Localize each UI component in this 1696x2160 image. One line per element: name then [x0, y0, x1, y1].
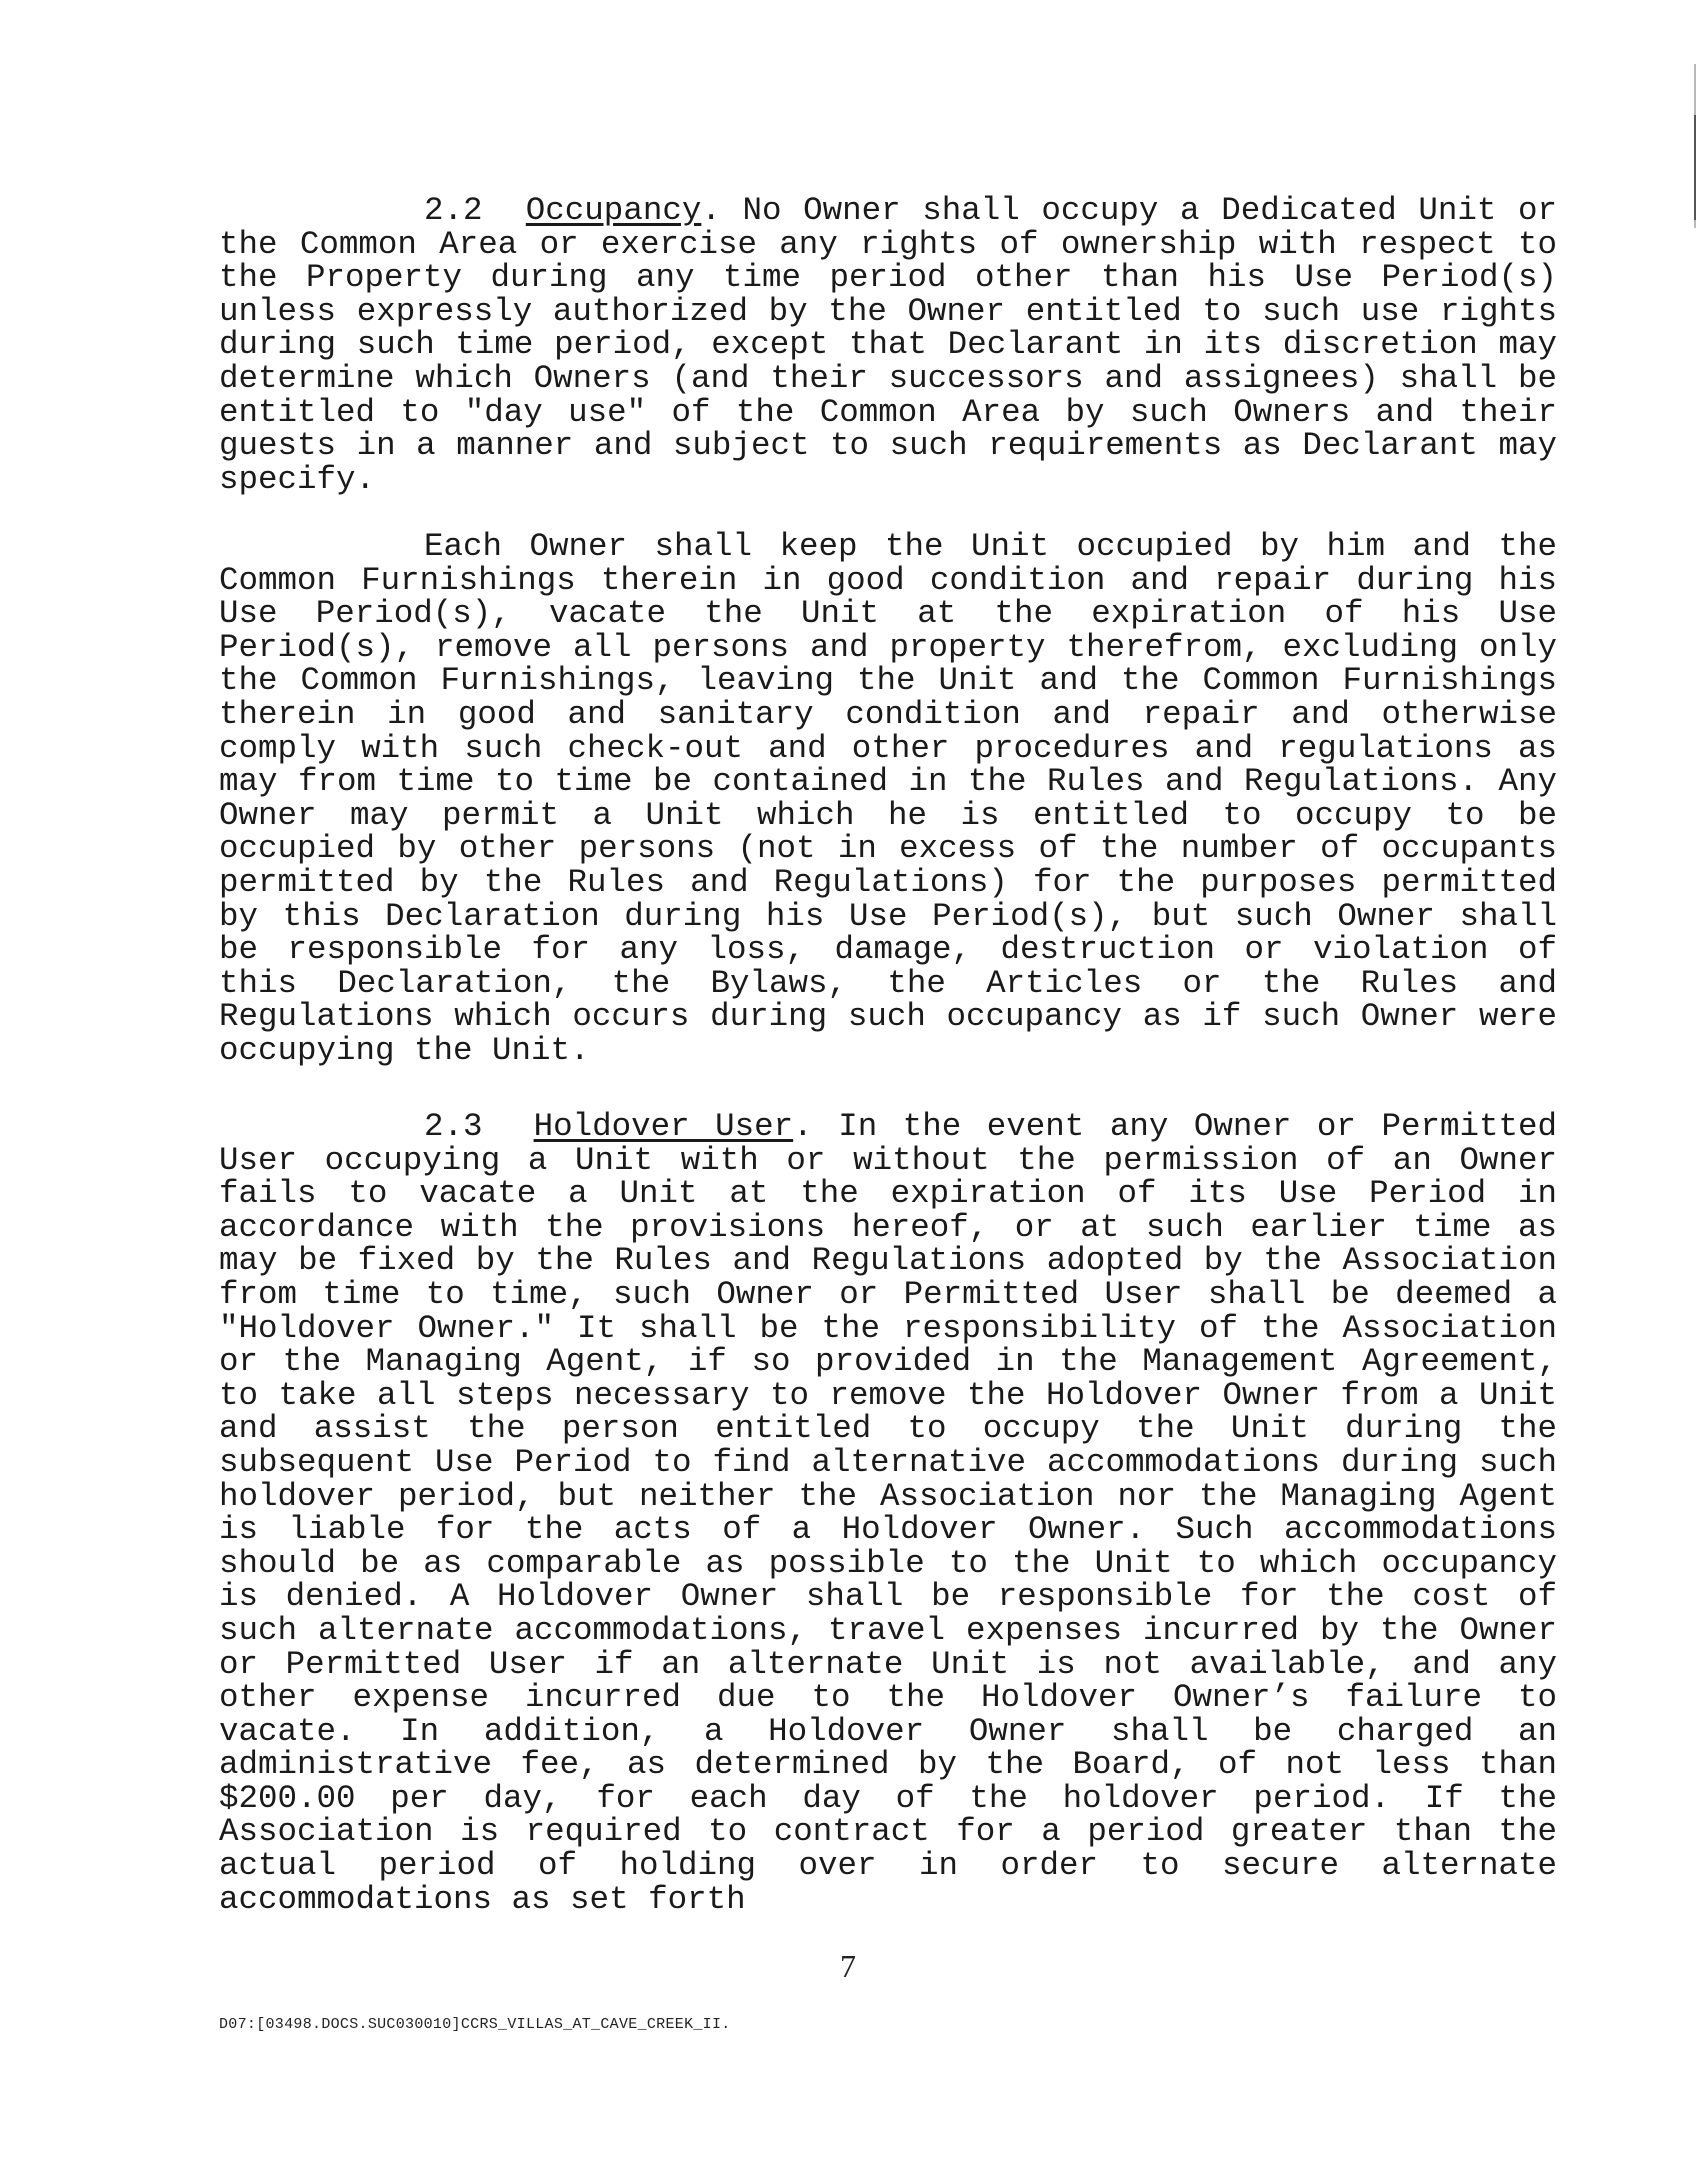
- section-2-2: [219, 194, 1557, 496]
- section-heading-occupancy: Occupancy: [525, 192, 702, 229]
- section-2-3-paragraph-1: [219, 1110, 1557, 1916]
- paragraph-text: . No Owner shall occupy a Dedicated Unit or the Common Area or exercise any rights of ownership with respect to the Property during any time period other than his Use Period(s) unless expressly authorized by the Owner entitled to such use rights during such time period, except that Declarant in its discretion may determine which Owners (and their successors and assignees) shall be entitled to "day use" of the Common Area by such Owners and their guests in a manner and subject to such requirements as Declarant may specify.: [219, 192, 1558, 498]
- section-number: 2.2: [424, 192, 483, 229]
- document-id-footer: D07:[03498.DOCS.SUC030010]CCRS_VILLAS_AT_CAVE_CREEK_II.: [219, 2016, 731, 2033]
- page-number: 7: [840, 1948, 856, 1984]
- section-heading-holdover-user: Holdover User: [533, 1108, 794, 1145]
- paragraph-text: . In the event any Owner or Permitted User occupying a Unit with or without the permission of an Owner fails to vacate a Unit at the expiration of its Use Period in accordance with the provisions hereof, or at such earlier time as may be fixed by the Rules and Regulations adopted by the Association from time to time, such Owner or Permitted User shall be deemed a "Holdover Owner." It shall be the responsibility of the Association or the Managing Agent, if so provided in the Management Agreement, to take all steps necessary to remove the Holdover Owner from a Unit and assist the person entitled to occupy the Unit during the subsequent Use Period to find alternative accommodations during such holdover period, but neither the Association nor the Managing Agent is liable for the acts of a Holdover Owner. Such accommodations should be as comparable as possible to the Unit to which occupancy is denied. A Holdover Owner shall be responsible for the cost of such alternate accommodations, travel expenses incurred by the Owner or Permitted User if an alternate Unit is not available, and any other expense incurred due to the Holdover Owner’s failure to vacate. In addition, a Holdover Owner shall be charged an administrative fee, as determined by the Board, of not less than $200.00 per day, for each day of the holdover period. If the Association is required to contract for a period greater than the actual period of holding over in order to secure alternate accommodations as set forth: [219, 1108, 1557, 1918]
- section-number: 2.3: [424, 1108, 483, 1145]
- section-2-2-continued: [219, 530, 1557, 1068]
- section-2-2-paragraph-2: [219, 530, 1557, 1068]
- section-2-2-paragraph-1: [219, 194, 1557, 496]
- paragraph-text: Each Owner shall keep the Unit occupied by him and the Common Furnishings therein in good condition and repair during his Use Period(s), vacate the Unit at the expiration of his Use Period(s), remove all persons and property therefrom, excluding only the Common Furnishings, leaving the Unit and the Common Furnishings therein in good and sanitary condition and repair and otherwise comply with such check-out and other procedures and regulations as may from time to time be contained in the Rules and Regulations. Any Owner may permit a Unit which he is entitled to occupy to be occupied by other persons (not in excess of the number of occupants permitted by the Rules and Regulations) for the purposes permitted by this Declaration during his Use Period(s), but such Owner shall be responsible for any loss, damage, destruction or violation of this Declaration, the Bylaws, the Articles or the Rules and Regulations which occurs during such occupancy as if such Owner were occupying the Unit.: [219, 528, 1557, 1069]
- section-2-3: [219, 1110, 1557, 1916]
